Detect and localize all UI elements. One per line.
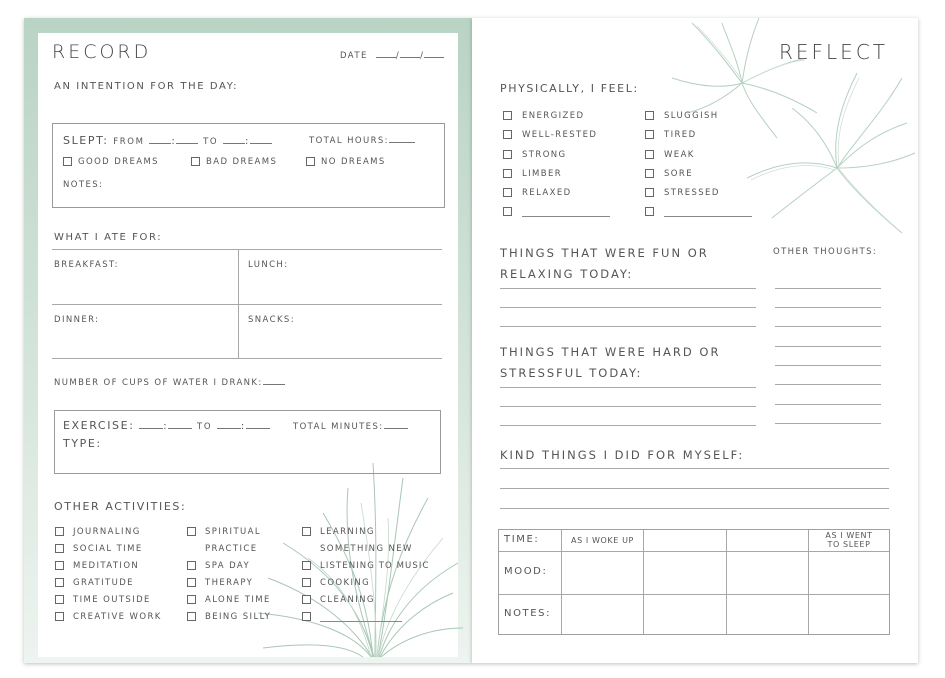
good-dreams-checkbox[interactable] <box>63 157 72 166</box>
physically-label: PHYSICALLY, I FEEL: <box>500 82 639 95</box>
ate-bottom-line <box>52 358 442 359</box>
no-dreams-label: NO DREAMS <box>321 157 386 167</box>
kind-line-3[interactable] <box>500 508 889 509</box>
water-field[interactable] <box>54 377 285 388</box>
fun-label-line2: RELAXING TODAY: <box>500 267 634 281</box>
mood-table-row-line-2 <box>499 594 889 595</box>
gratitude-checkbox[interactable] <box>55 578 64 587</box>
thoughts-line-3[interactable] <box>775 326 881 327</box>
fun-label-line1: THINGS THAT WERE FUN OR <box>500 246 709 260</box>
hard-line-2[interactable] <box>500 406 756 407</box>
creative-work-checkbox[interactable] <box>55 612 64 621</box>
journaling-checkbox[interactable] <box>55 527 64 536</box>
mood-table-col-line-1 <box>561 530 562 634</box>
thoughts-line-4[interactable] <box>775 346 881 347</box>
time-outside-checkbox[interactable] <box>55 595 64 604</box>
total-hours-field[interactable] <box>309 135 415 146</box>
snacks-label: SNACKS: <box>248 315 295 325</box>
mood-table <box>498 529 890 635</box>
thoughts-line-1[interactable] <box>775 288 881 289</box>
ate-top-line <box>52 249 442 250</box>
well-rested-label: WELL-RESTED <box>522 130 598 140</box>
dinner-label: DINNER: <box>54 315 100 325</box>
listening-to-music-checkbox[interactable] <box>302 561 311 570</box>
thoughts-line-5[interactable] <box>775 365 881 366</box>
custom-feeling-line-1[interactable] <box>522 216 610 217</box>
exercise-box <box>54 410 441 474</box>
record-title: RECORD <box>52 41 152 63</box>
kind-line-1[interactable] <box>500 468 889 469</box>
lunch-label: LUNCH: <box>248 260 289 270</box>
exercise-type-label: TYPE: <box>63 437 102 450</box>
sleep-box <box>52 123 445 208</box>
hard-line-3[interactable] <box>500 425 756 426</box>
being-silly-checkbox[interactable] <box>187 612 196 621</box>
social-time-checkbox[interactable] <box>55 544 64 553</box>
other-thoughts-label: OTHER THOUGHTS: <box>773 247 878 257</box>
reflect-title: REFLECT <box>779 40 888 64</box>
custom-feeling-checkbox-1[interactable] <box>503 207 512 216</box>
exercise-times[interactable]: EXERCISE: : TO : <box>63 419 270 432</box>
record-page-content <box>38 33 458 657</box>
mood-table-row-line-1 <box>499 551 889 552</box>
sluggish-label: SLUGGISH <box>664 111 719 121</box>
mood-table-col-line-3 <box>726 530 727 634</box>
well-rested-checkbox[interactable] <box>503 130 512 139</box>
thoughts-line-7[interactable] <box>775 404 881 405</box>
energized-checkbox[interactable] <box>503 111 512 120</box>
custom-feeling-line-2[interactable] <box>664 216 752 217</box>
being-silly-label: BEING SILLY <box>205 612 272 622</box>
limber-checkbox[interactable] <box>503 169 512 178</box>
practice-label: PRACTICE <box>205 544 258 554</box>
went-to-sleep-header-2: TO SLEEP <box>827 540 871 549</box>
breakfast-label: BREAKFAST: <box>54 260 119 270</box>
time-outside-label: TIME OUTSIDE <box>73 595 151 605</box>
water-label: NUMBER OF CUPS OF WATER I DRANK: <box>54 378 263 388</box>
meditation-label: MEDITATION <box>73 561 140 571</box>
date-field[interactable]: DATE / / <box>340 50 444 61</box>
tired-checkbox[interactable] <box>645 130 654 139</box>
from-label: FROM <box>113 137 145 147</box>
to-label: TO <box>203 137 219 147</box>
no-dreams-checkbox[interactable] <box>306 157 315 166</box>
alone-time-label: ALONE TIME <box>205 595 271 605</box>
listening-to-music-label: LISTENING TO MUSIC <box>320 561 430 571</box>
learning-checkbox[interactable] <box>302 527 311 536</box>
journaling-label: JOURNALING <box>73 527 141 537</box>
social-time-label: SOCIAL TIME <box>73 544 143 554</box>
gratitude-label: GRATITUDE <box>73 578 134 588</box>
ate-divider <box>238 249 239 358</box>
sleep-times[interactable]: SLEPT: FROM : TO : <box>63 134 272 147</box>
slept-label: SLEPT: <box>63 134 109 147</box>
good-dreams-label: GOOD DREAMS <box>78 157 159 167</box>
cooking-checkbox[interactable] <box>302 578 311 587</box>
bad-dreams-checkbox[interactable] <box>191 157 200 166</box>
spa-day-label: SPA DAY <box>205 561 251 571</box>
total-hours-label: TOTAL HOURS: <box>309 136 389 146</box>
date-label: DATE <box>340 51 368 61</box>
mood-row-label: MOOD: <box>504 566 548 577</box>
thoughts-line-2[interactable] <box>775 307 881 308</box>
sore-checkbox[interactable] <box>645 169 654 178</box>
hard-label-line2: STRESSFUL TODAY: <box>500 366 643 380</box>
notes-row-label: NOTES: <box>504 608 552 619</box>
kind-things-label: KIND THINGS I DID FOR MYSELF: <box>500 448 745 462</box>
limber-label: LIMBER <box>522 169 563 179</box>
therapy-checkbox[interactable] <box>187 578 196 587</box>
sleep-notes-label: NOTES: <box>63 180 104 190</box>
spa-day-checkbox[interactable] <box>187 561 196 570</box>
time-row-label: TIME: <box>504 534 540 545</box>
intention-label: AN INTENTION FOR THE DAY: <box>54 81 239 92</box>
reflect-page <box>472 18 918 663</box>
sluggish-checkbox[interactable] <box>645 111 654 120</box>
stressed-label: STRESSED <box>664 188 720 198</box>
custom-activity-checkbox[interactable] <box>302 612 311 621</box>
custom-activity-line[interactable] <box>320 621 402 622</box>
alone-time-checkbox[interactable] <box>187 595 196 604</box>
activities-heading: OTHER ACTIVITIES: <box>54 500 187 513</box>
fun-line-3[interactable] <box>500 326 756 327</box>
meditation-checkbox[interactable] <box>55 561 64 570</box>
learning-label: LEARNING <box>320 527 375 537</box>
cleaning-checkbox[interactable] <box>302 595 311 604</box>
something-new-label: SOMETHING NEW <box>320 544 413 554</box>
woke-up-header: AS I WOKE UP <box>571 536 634 545</box>
hard-label-line1: THINGS THAT WERE HARD OR <box>500 345 721 359</box>
exercise-to-label: TO <box>197 422 213 432</box>
fun-line-1[interactable] <box>500 288 756 289</box>
relaxed-label: RELAXED <box>522 188 572 198</box>
record-page <box>24 18 472 663</box>
creative-work-label: CREATIVE WORK <box>73 612 162 622</box>
strong-checkbox[interactable] <box>503 150 512 159</box>
weak-label: WEAK <box>664 150 695 160</box>
weak-checkbox[interactable] <box>645 150 654 159</box>
tired-label: TIRED <box>664 130 697 140</box>
exercise-label: EXERCISE: <box>63 419 135 432</box>
therapy-label: THERAPY <box>205 578 254 588</box>
ate-middle-line <box>52 304 442 305</box>
fun-line-2[interactable] <box>500 307 756 308</box>
cleaning-label: CLEANING <box>320 595 375 605</box>
strong-label: STRONG <box>522 150 567 160</box>
thoughts-line-8[interactable] <box>775 423 881 424</box>
spiritual-practice-checkbox[interactable] <box>187 527 196 536</box>
total-minutes-label: TOTAL MINUTES: <box>293 422 384 432</box>
mood-table-col-line-2 <box>643 530 644 634</box>
stressed-checkbox[interactable] <box>645 188 654 197</box>
hard-line-1[interactable] <box>500 387 756 388</box>
thoughts-line-6[interactable] <box>775 384 881 385</box>
custom-feeling-checkbox-2[interactable] <box>645 207 654 216</box>
cooking-label: COOKING <box>320 578 371 588</box>
kind-line-2[interactable] <box>500 488 889 489</box>
went-to-sleep-header-1: AS I WENT <box>825 531 873 540</box>
ate-heading: WHAT I ATE FOR: <box>54 232 163 243</box>
energized-label: ENERGIZED <box>522 111 585 121</box>
spiritual-label: SPIRITUAL <box>205 527 262 537</box>
bad-dreams-label: BAD DREAMS <box>206 157 278 167</box>
relaxed-checkbox[interactable] <box>503 188 512 197</box>
total-minutes-field[interactable] <box>293 421 408 432</box>
sore-label: SORE <box>664 169 693 179</box>
